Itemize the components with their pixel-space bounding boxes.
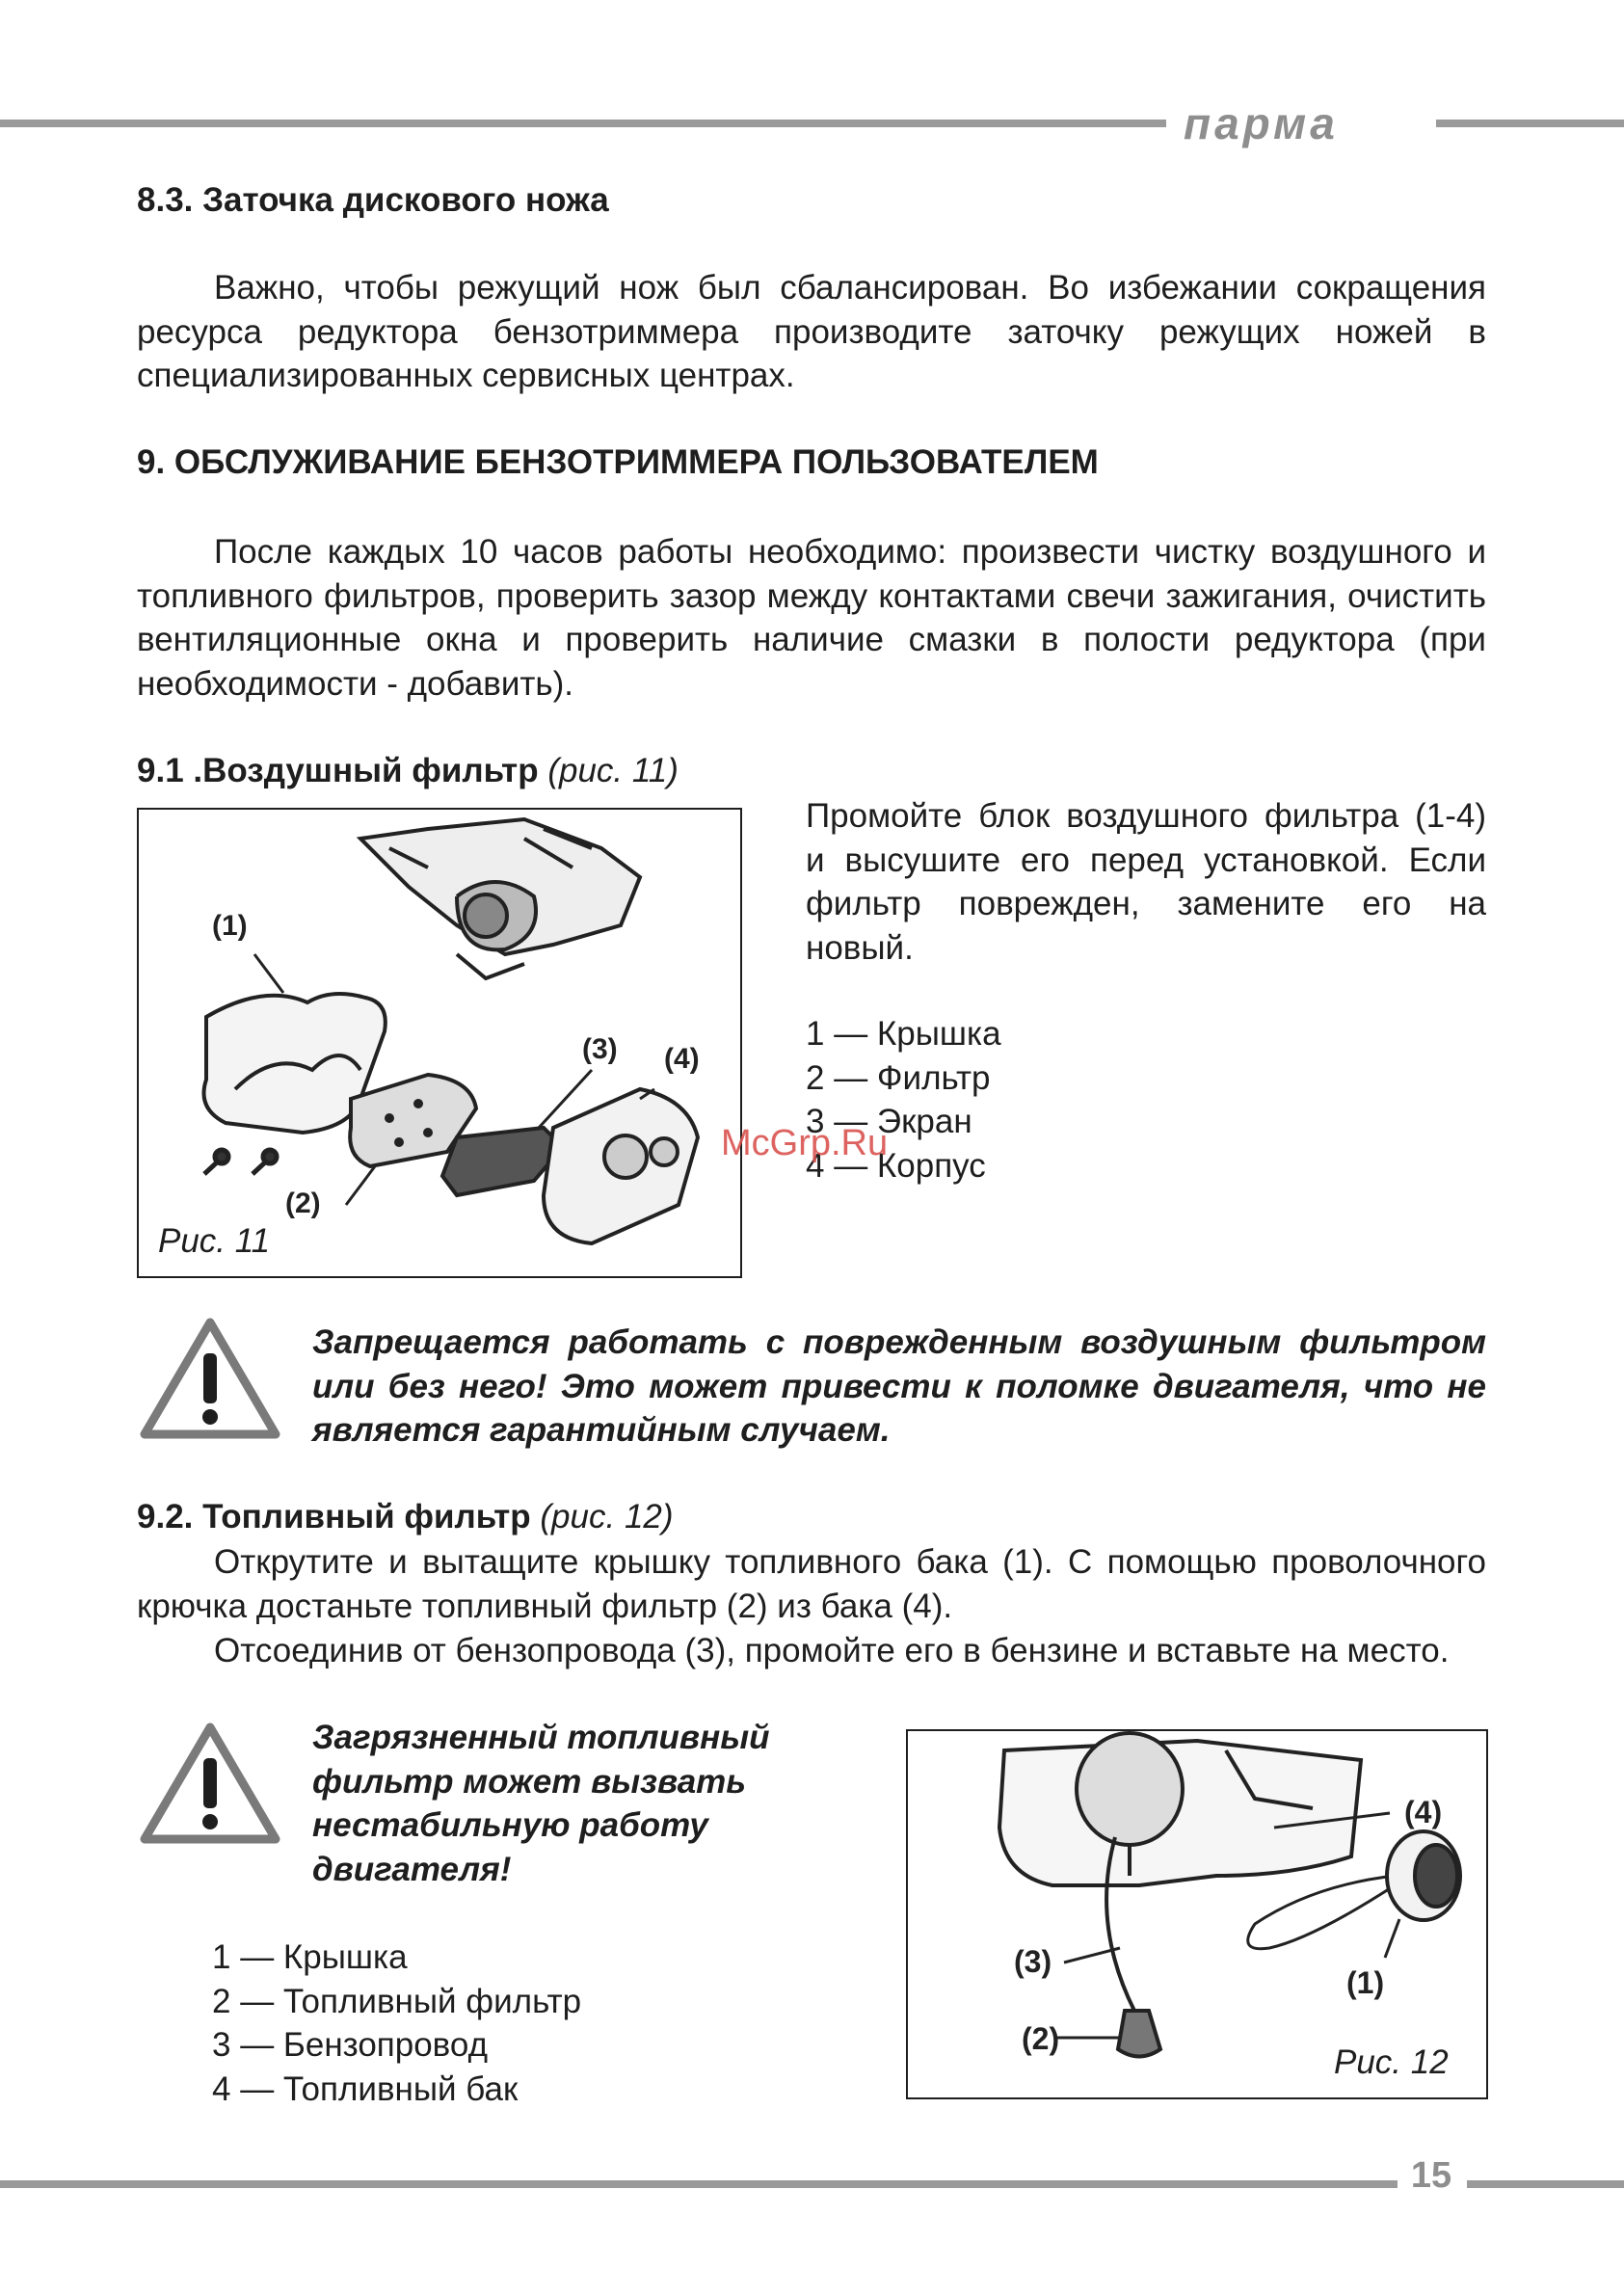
section-9-2-text-1: Открутите и вытащите крышку топливного бака (1). С помощью проволочного крючка достаньте топливный фильтр (2) из бака (4). — [137, 1543, 1486, 1625]
section-8-3-title: 8.3. Заточка дискового ножа — [137, 181, 609, 219]
section-9-title: 9. ОБСЛУЖИВАНИЕ БЕНЗОТРИММЕРА ПОЛЬЗОВАТЕЛЕМ — [137, 443, 1099, 481]
section-8-3-text: Важно, чтобы режущий нож был сбалансирован. Во избежании сокращения ресурса редуктора бензотриммера производите заточку режущих ножей в специализированных сервисных центрах. — [137, 269, 1486, 395]
warning-icon — [139, 1722, 281, 1847]
header-rule-left — [0, 120, 1166, 127]
watermark: McGrp.Ru — [721, 1123, 889, 1163]
callout-4: (4) — [1404, 1795, 1443, 1829]
section-9-1-title: 9.1 .Воздушный фильтр (рис. 11) — [137, 752, 679, 789]
section-9-2-title: 9.2. Топливный фильтр (рис. 12) — [137, 1498, 674, 1535]
section-9-text: После каждых 10 часов работы необходимо: произвести чистку воздушного и топливного фильтров, проверить зазор между контактами свечи зажигания, очистить вентиляционные окна и проверить наличие смазки в полости редуктора (при необходимости - добавить). — [137, 533, 1486, 703]
footer-rule-left — [0, 2180, 1398, 2188]
callout-1: (1) — [212, 910, 248, 942]
callout-4: (4) — [664, 1043, 700, 1075]
list-item: 1 — Крышка — [212, 1938, 408, 1976]
callout-3: (3) — [582, 1033, 618, 1065]
section-9-2-text-2: Отсоединив от бензопровода (3), промойте его в бензине и вставьте на место. — [214, 1632, 1450, 1669]
list-item: 2 — Фильтр — [806, 1058, 991, 1097]
fuel-system-parts-list — [212, 1936, 581, 2111]
figure-ref: (рис. 11) — [547, 752, 679, 789]
figure-12-caption: Рис. 12 — [1334, 2043, 1449, 2081]
fuel-filter-diagram — [908, 1731, 1486, 2097]
callout-3: (3) — [1014, 1944, 1052, 1979]
list-item: 3 — Экран — [806, 1103, 972, 1141]
air-filter-diagram — [139, 810, 740, 1276]
warning-icon — [139, 1317, 281, 1442]
page-number: 15 — [1410, 2155, 1452, 2196]
list-item: 4 — Топливный бак — [212, 2069, 519, 2108]
fuel-filter-warning: Загрязненный топливный фильтр может вызвать нестабильную работу двигателя! — [312, 1719, 770, 1888]
list-item: 2 — Топливный фильтр — [212, 1982, 582, 2020]
footer-rule-right — [1467, 2180, 1624, 2188]
section-9-1-text: Промойте блок воздушного фильтра (1-4) и высушите его перед установкой. Если фильтр поврежден, замените его на новый. — [806, 797, 1486, 967]
list-item: 1 — Крышка — [806, 1015, 1001, 1053]
callout-2: (2) — [285, 1188, 321, 1219]
figure-11-caption: Рис. 11 — [158, 1222, 271, 1260]
brand-logo: парма — [1184, 98, 1339, 148]
list-item: 3 — Бензопровод — [212, 2026, 488, 2065]
list-item: 4 — Корпус — [806, 1146, 986, 1185]
figure-ref: (рис. 12) — [540, 1498, 674, 1535]
callout-2: (2) — [1022, 2021, 1060, 2056]
header-rule-right — [1436, 120, 1624, 127]
figure-12 — [906, 1729, 1488, 2099]
figure-11 — [137, 808, 742, 1278]
callout-1: (1) — [1346, 1965, 1385, 2000]
air-filter-warning: Запрещается работать с поврежденным воздушным фильтром или без него! Это может привести к поломке двигателя, что не является гарантийным случаем. — [312, 1323, 1486, 1450]
